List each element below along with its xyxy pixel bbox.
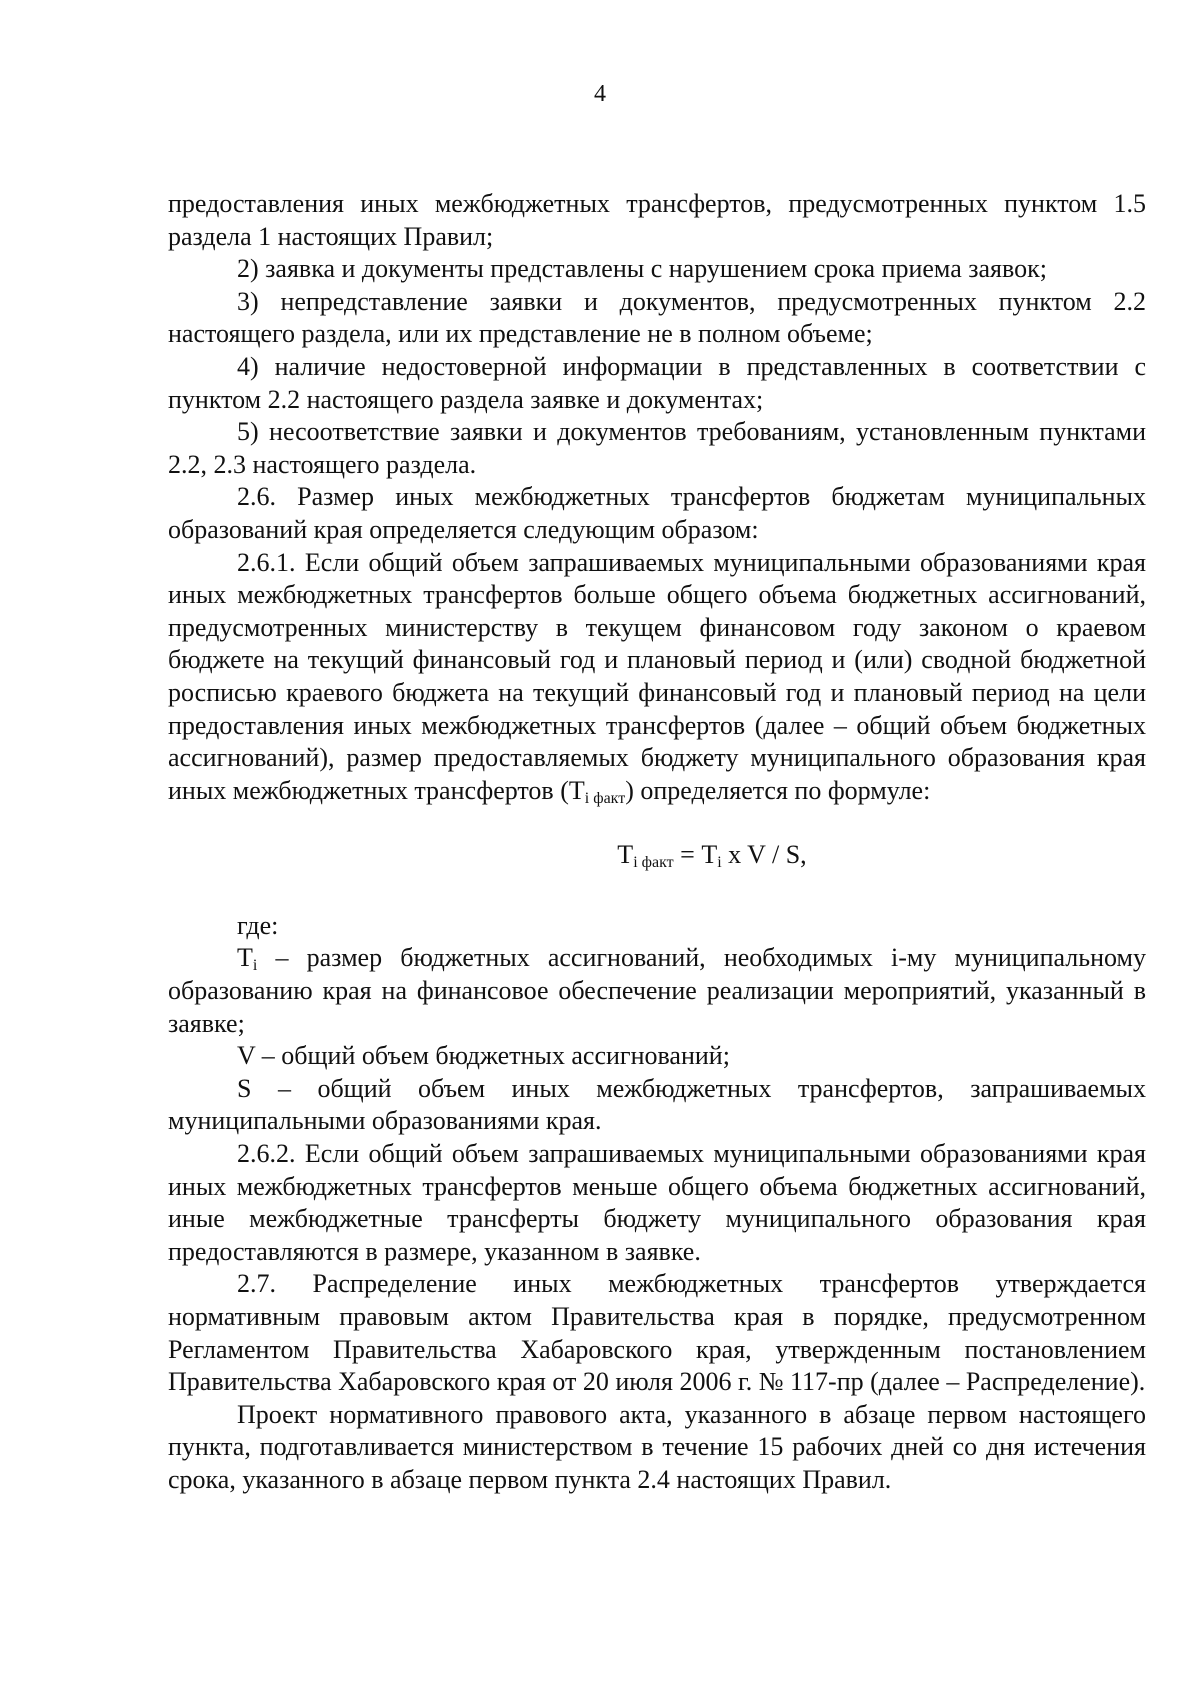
list-item-2: 2) заявка и документы представлены с нарушением срока приема заявок; — [237, 254, 1047, 284]
definition-ti — [168, 942, 1146, 1040]
list-item-5: 5) несоответствие заявки и документов требованиям, установленным пунктами 2.2, 2.3 настоящего раздела. — [168, 417, 1146, 479]
formula-middle-subscript: i — [717, 854, 722, 872]
formula-right: x V / S, — [721, 840, 807, 870]
definition-ti-symbol: T — [237, 943, 253, 973]
clause-2-6-1 — [168, 547, 1146, 808]
list-item-3: 3) непредставление заявки и документов, предусмотренных пунктом 2.2 настоящего раздела, или их представление не в полном объеме; — [168, 286, 1146, 349]
formula — [168, 839, 1146, 872]
paragraph-continuation: предоставления иных межбюджетных трансфертов, предусмотренных пунктом 1.5 раздела 1 настоящих Правил; — [168, 189, 1146, 251]
formula-left: T — [617, 840, 634, 870]
page-number: 4 — [594, 81, 606, 107]
clause-2-6-2: 2.6.2. Если общий объем запрашиваемых муниципальными образованиями края иных межбюджетных трансфертов меньше общего объема бюджетных ассигнований, иные межбюджетные трансферты бюджету муниципального образования края предоставляются в размере, указанном в заявке. — [168, 1139, 1146, 1266]
formula-left-subscript: i факт — [633, 854, 674, 872]
definition-ti-text: – размер бюджетных ассигнований, необходимых i-му муниципальному образованию края на финансовое обеспечение реализации мероприятий, указанный в заявке; — [168, 943, 1146, 1038]
clause-2-6-1-end: ) определяется по формуле: — [625, 775, 931, 805]
clause-2-7: 2.7. Распределение иных межбюджетных трансфертов утверждается нормативным правовым актом Правительства края в порядке, предусмотренном Регламентом Правительства Хабаровского края, утвержденным постановлением Правительства Хабаровского края от 20 июля 2006 г. № 117-пр (далее – Распределение). — [168, 1269, 1146, 1397]
list-item-4: 4) наличие недостоверной информации в представленных в соответствии с пунктом 2.2 настоящего раздела заявке и документах; — [168, 351, 1146, 414]
formula-middle: = T — [673, 840, 718, 870]
clause-2-6-1-subscript: i факт — [584, 789, 626, 807]
document-body — [168, 188, 1146, 1497]
clause-2-6: 2.6. Размер иных межбюджетных трансфертов бюджетам муниципальных образований края определяется следующим образом: — [168, 482, 1146, 544]
definition-s: S – общий объем иных межбюджетных трансфертов, запрашиваемых муниципальными образованиями края. — [168, 1073, 1146, 1136]
definition-ti-subscript: i — [252, 957, 258, 975]
definition-v: V – общий объем бюджетных ассигнований; — [237, 1041, 730, 1071]
where-label: где: — [237, 910, 279, 940]
clause-2-6-1-text: 2.6.1. Если общий объем запрашиваемых муниципальными образованиями края иных межбюджетных трансфертов больше общего объема бюджетных ассигнований, предусмотренных министерству в текущем финансовом году законом о краевом бюджете на текущий финансовый год и плановый период и (или) сводной бюджетной росписью краевого бюджета на текущий финансовый год и плановый период на цели предоставления иных межбюджетных трансфертов (далее – общий объем бюджетных ассигнований), размер предоставляемых бюджету муниципального образования края иных межбюджетных трансфертов (T — [168, 547, 1146, 805]
clause-2-7-project: Проект нормативного правового акта, указанного в абзаце первом настоящего пункта, подготавливается министерством в течение 15 рабочих дней со дня истечения срока, указанного в абзаце первом пункта 2.4 настоящих Правил. — [168, 1399, 1146, 1494]
